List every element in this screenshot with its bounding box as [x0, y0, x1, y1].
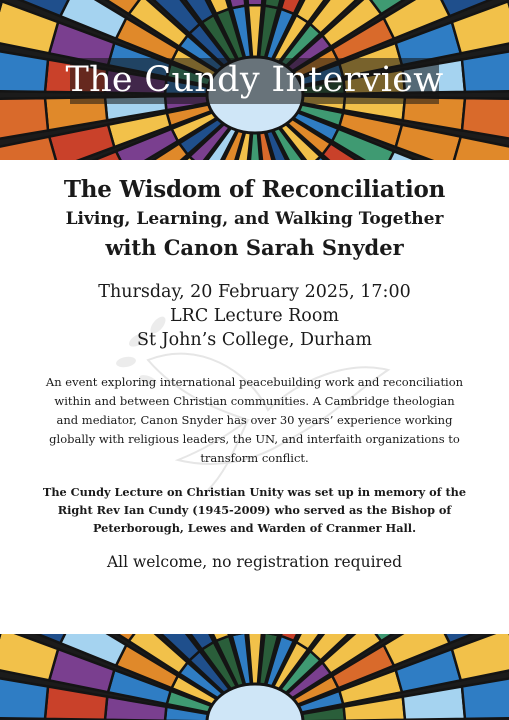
event-datetime: Thursday, 20 February 2025, 17:00	[98, 282, 411, 302]
memorial-note: The Cundy Lecture on Christian Unity was set up in memory of the Right Rev Ian Cundy (1945-2009) who served as the Bishop of Peterborough, Lewes and Warden of Cranmer Hall.	[42, 485, 467, 535]
event-details	[0, 280, 509, 352]
event-subtitle: Living, Learning, and Walking Together	[65, 209, 444, 229]
glass-pane	[243, 0, 266, 5]
event-room: LRC Lecture Room	[170, 306, 339, 326]
event-content	[0, 160, 509, 571]
welcome-note: All welcome, no registration required	[106, 553, 403, 571]
event-speaker: with Canon Sarah Snyder	[105, 235, 404, 260]
event-venue: St John’s College, Durham	[137, 330, 372, 350]
stained-glass-pattern-bottom	[0, 634, 509, 720]
event-title: The Wisdom of Reconciliation	[63, 176, 446, 203]
banner-title: The Cundy Interview	[65, 60, 444, 100]
event-description: An event exploring international peacebuilding work and reconciliation within and between Christian communities. A Cambridge theologian and mediator, Canon Snyder has over 30 years’ experience working globally with religious leaders, the UN, and interfaith organizations to transform conflict.	[45, 375, 464, 465]
stained-glass-footer	[0, 634, 509, 720]
